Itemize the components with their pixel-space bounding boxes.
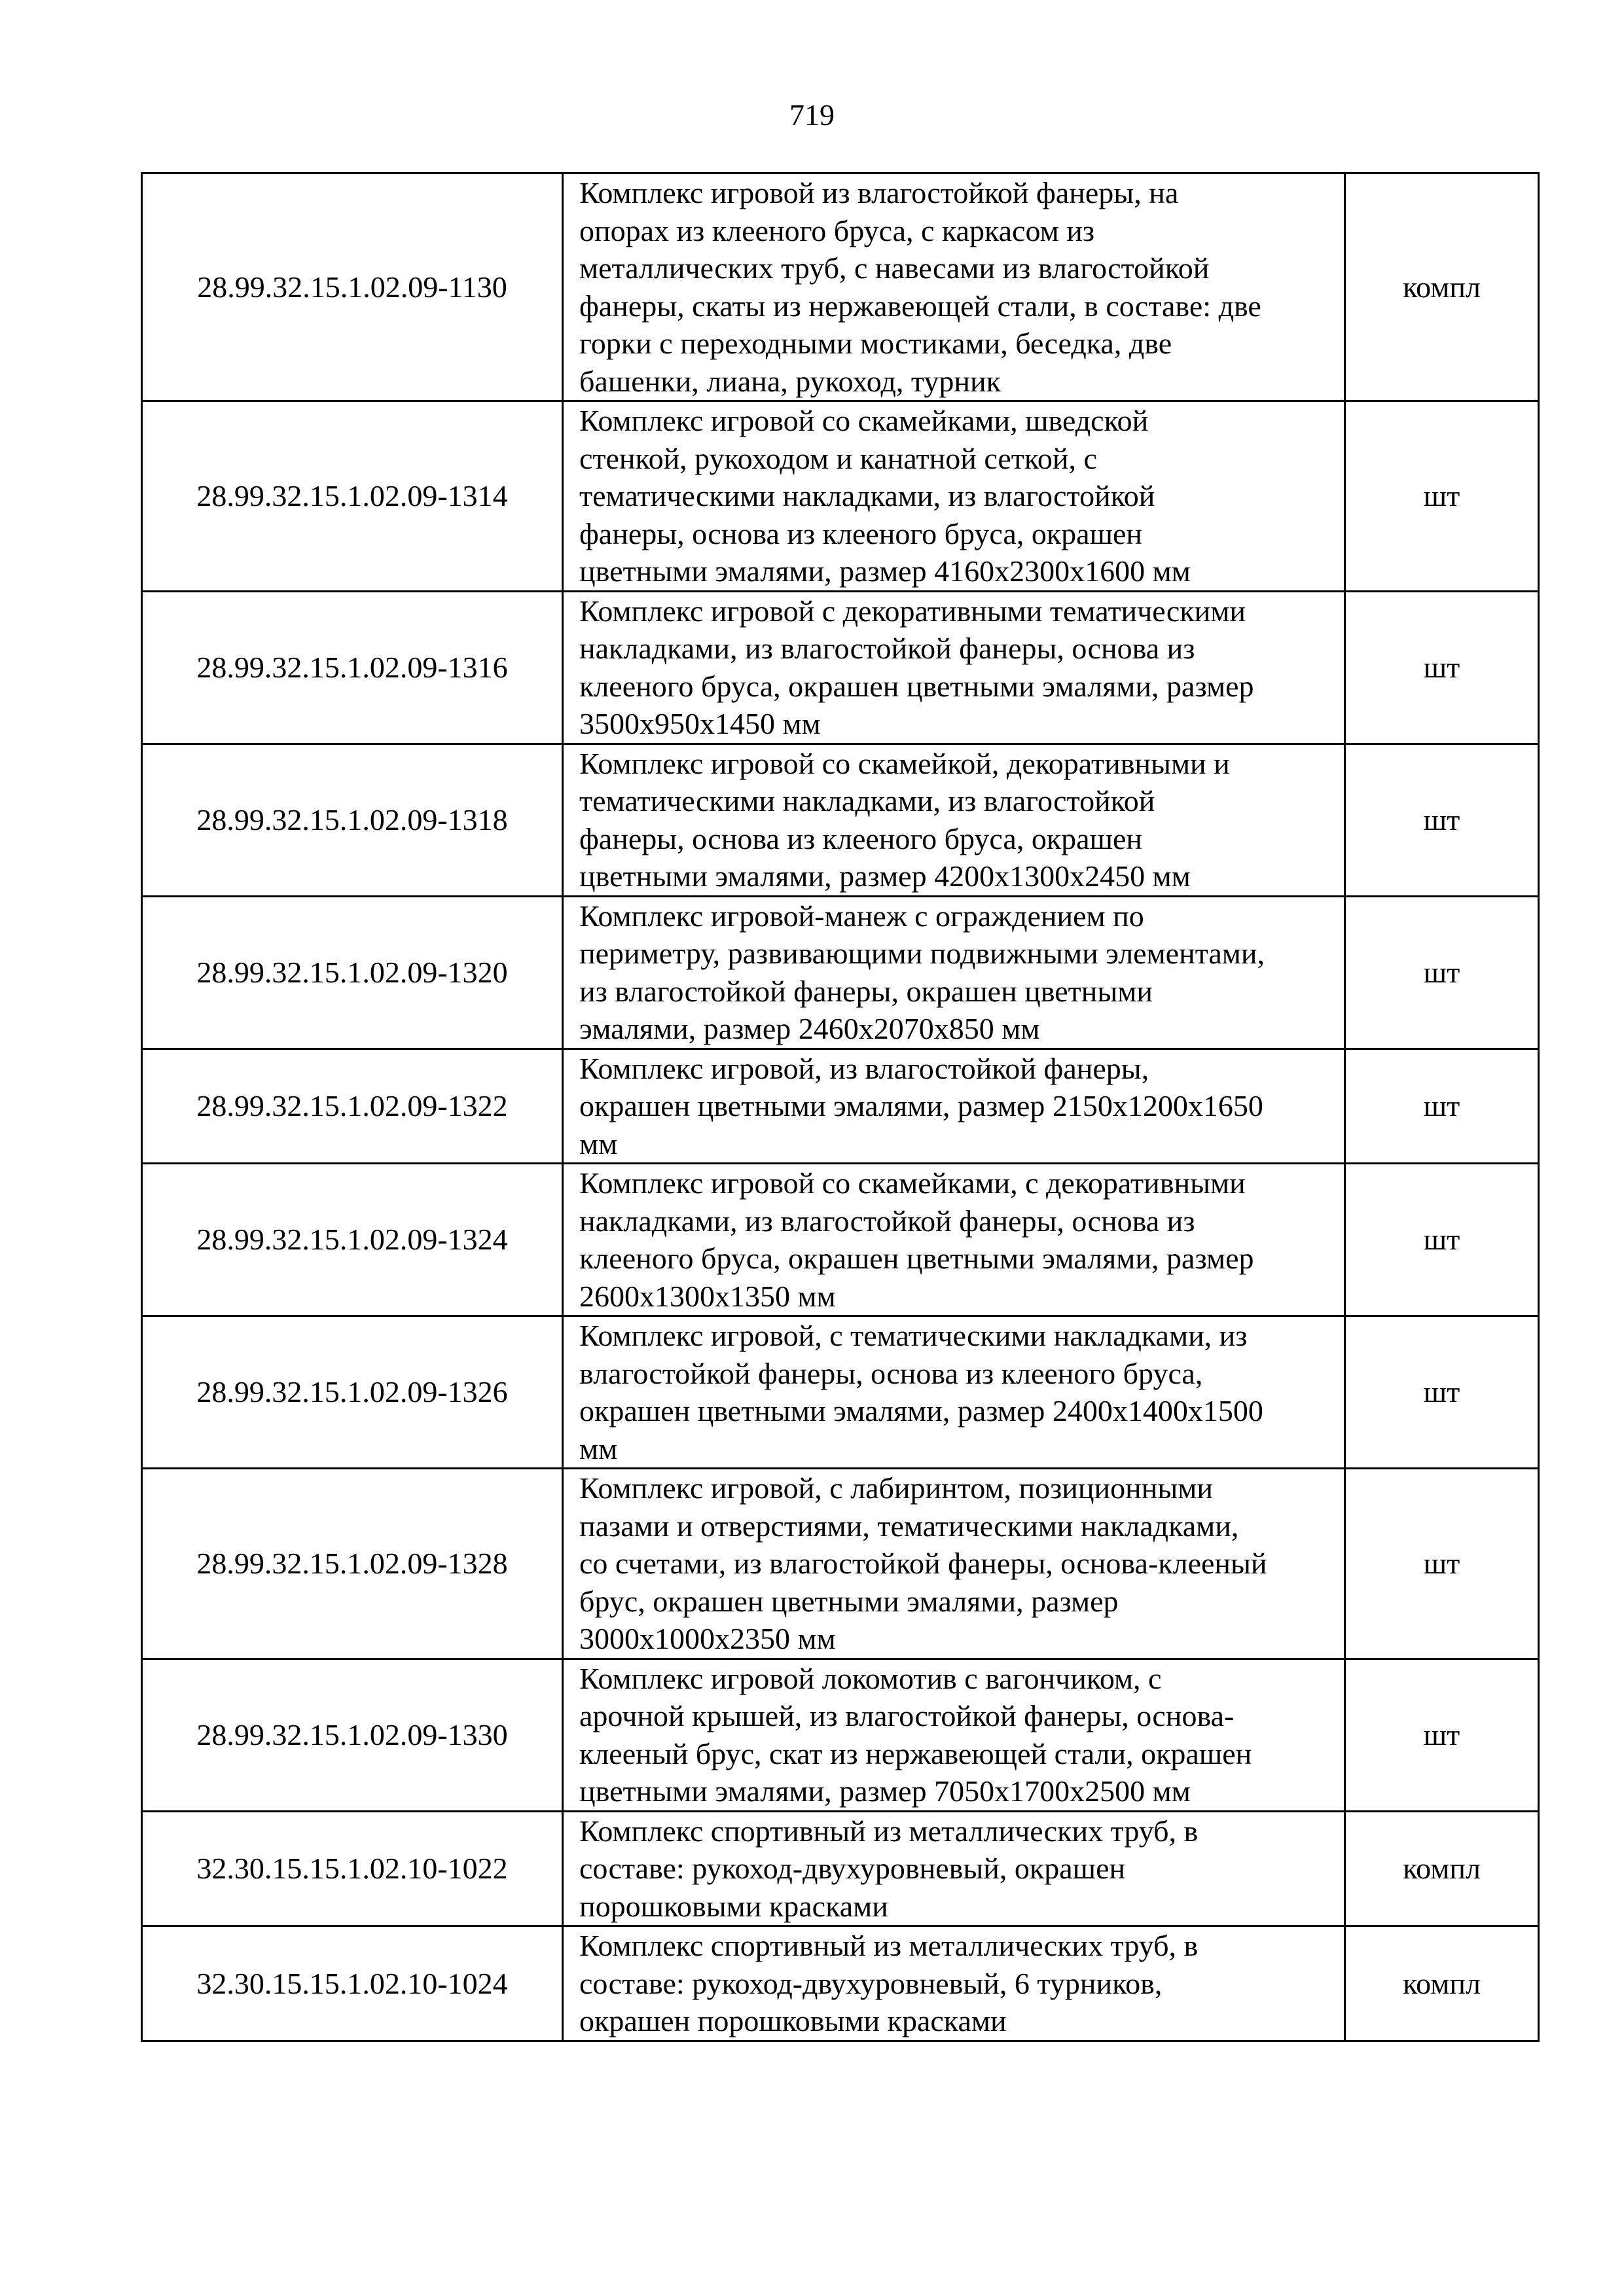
- description-line: Комплекс спортивный из металлических труб, в: [579, 1929, 1199, 1962]
- unit-of-measure: компл: [1345, 1811, 1539, 1926]
- description-line: пазами и отверстиями, тематическими накладками,: [579, 1509, 1239, 1543]
- description-line: цветными эмалями, размер 4160x2300x1600 мм: [579, 554, 1191, 588]
- description-line: со счетами, из влагостойкой фанеры, основа-клееный: [579, 1547, 1267, 1580]
- description-line: 3000x1000x2350 мм: [579, 1622, 836, 1655]
- resource-code: 32.30.15.15.1.02.10-1022: [142, 1811, 563, 1926]
- description-line: порошковыми красками: [579, 1889, 888, 1923]
- description-line: Комплекс игровой локомотив с вагончиком, с: [579, 1661, 1162, 1695]
- table-row: [142, 896, 1539, 1049]
- description-line: цветными эмалями, размер 7050x1700x2500 мм: [579, 1774, 1191, 1808]
- unit-of-measure: шт: [1345, 591, 1539, 744]
- resource-code: 28.99.32.15.1.02.09-1320: [142, 896, 563, 1049]
- description-line: клееный брус, скат из нержавеющей стали, окрашен: [579, 1736, 1252, 1770]
- description-line: клееного бруса, окрашен цветными эмалями, размер: [579, 669, 1254, 703]
- unit-of-measure: компл: [1345, 173, 1539, 401]
- table-row: [142, 1049, 1539, 1164]
- description-line: опорах из клееного бруса, с каркасом из: [579, 213, 1094, 247]
- unit-of-measure: шт: [1345, 1469, 1539, 1659]
- table-row: [142, 1659, 1539, 1811]
- unit-of-measure: шт: [1345, 401, 1539, 592]
- table-row: [142, 1164, 1539, 1316]
- resource-description: [563, 1164, 1345, 1316]
- description-line: металлических труб, с навесами из влагостойкой: [579, 251, 1210, 285]
- resource-table: [141, 172, 1540, 2042]
- resource-description: [563, 1469, 1345, 1659]
- description-line: периметру, развивающими подвижными элементами,: [579, 937, 1265, 970]
- description-line: клееного бруса, окрашен цветными эмалями, размер: [579, 1242, 1254, 1275]
- resource-description: [563, 896, 1345, 1049]
- description-line: Комплекс игровой, с лабиринтом, позиционными: [579, 1471, 1214, 1505]
- description-line: тематическими накладками, из влагостойкой: [579, 479, 1155, 512]
- resource-description: [563, 1316, 1345, 1469]
- description-line: Комплекс игровой-манеж с ограждением по: [579, 899, 1144, 933]
- description-line: составе: рукоход-двухуровневый, 6 турников,: [579, 1966, 1163, 2000]
- unit-of-measure: шт: [1345, 1164, 1539, 1316]
- description-line: Комплекс игровой из влагостойкой фанеры, на: [579, 176, 1179, 209]
- description-line: из влагостойкой фанеры, окрашен цветными: [579, 974, 1153, 1008]
- description-line: накладками, из влагостойкой фанеры, основа из: [579, 1204, 1195, 1238]
- table-row: [142, 401, 1539, 592]
- description-line: 2600x1300x1350 мм: [579, 1279, 836, 1313]
- resource-code: 28.99.32.15.1.02.09-1324: [142, 1164, 563, 1316]
- table-row: [142, 591, 1539, 744]
- resource-code: 32.30.15.15.1.02.10-1024: [142, 1926, 563, 2041]
- description-line: мм: [579, 1126, 618, 1160]
- table-body: [142, 173, 1539, 2041]
- resource-code: 28.99.32.15.1.02.09-1322: [142, 1049, 563, 1164]
- resource-code: 28.99.32.15.1.02.09-1316: [142, 591, 563, 744]
- description-line: Комплекс игровой со скамейками, шведской: [579, 404, 1149, 437]
- description-line: башенки, лиана, рукоход, турник: [579, 364, 1001, 398]
- description-line: Комплекс игровой, из влагостойкой фанеры,: [579, 1051, 1149, 1085]
- description-line: фанеры, основа из клееного бруса, окрашен: [579, 821, 1143, 855]
- unit-of-measure: шт: [1345, 896, 1539, 1049]
- table-row: [142, 1469, 1539, 1659]
- description-line: фанеры, основа из клееного бруса, окрашен: [579, 516, 1143, 550]
- description-line: окрашен цветными эмалями, размер 2400x1400x1500: [579, 1394, 1263, 1427]
- description-line: цветными эмалями, размер 4200x1300x2450 мм: [579, 859, 1191, 893]
- resource-code: 28.99.32.15.1.02.09-1318: [142, 744, 563, 896]
- description-line: фанеры, скаты из нержавеющей стали, в составе: две: [579, 289, 1261, 323]
- description-line: мм: [579, 1431, 618, 1465]
- resource-description: [563, 591, 1345, 744]
- resource-code: 28.99.32.15.1.02.09-1330: [142, 1659, 563, 1811]
- resource-description: [563, 1811, 1345, 1926]
- unit-of-measure: шт: [1345, 1316, 1539, 1469]
- description-line: эмалями, размер 2460x2070x850 мм: [579, 1012, 1040, 1045]
- description-line: 3500x950x1450 мм: [579, 707, 821, 740]
- resource-description: [563, 1049, 1345, 1164]
- resource-description: [563, 1659, 1345, 1811]
- description-line: тематическими накладками, из влагостойкой: [579, 784, 1155, 817]
- description-line: Комплекс спортивный из металлических труб, в: [579, 1814, 1199, 1848]
- resource-description: [563, 744, 1345, 896]
- table-row: [142, 1811, 1539, 1926]
- description-line: влагостойкой фанеры, основа из клееного бруса,: [579, 1356, 1203, 1390]
- description-line: Комплекс игровой, с тематическими накладками, из: [579, 1319, 1248, 1352]
- description-line: Комплекс игровой со скамейками, с декоративными: [579, 1166, 1246, 1200]
- unit-of-measure: компл: [1345, 1926, 1539, 2041]
- description-line: горки с переходными мостиками, беседка, две: [579, 327, 1172, 360]
- resource-code: 28.99.32.15.1.02.09-1328: [142, 1469, 563, 1659]
- description-line: Комплекс игровой с декоративными тематическими: [579, 594, 1246, 628]
- unit-of-measure: шт: [1345, 1049, 1539, 1164]
- table-row: [142, 1926, 1539, 2041]
- unit-of-measure: шт: [1345, 744, 1539, 896]
- description-line: накладками, из влагостойкой фанеры, основа из: [579, 632, 1195, 665]
- resource-description: [563, 173, 1345, 401]
- resource-description: [563, 1926, 1345, 2041]
- description-line: стенкой, рукоходом и канатной сеткой, с: [579, 441, 1097, 475]
- description-line: арочной крышей, из влагостойкой фанеры, основа-: [579, 1699, 1235, 1732]
- resource-code: 28.99.32.15.1.02.09-1130: [142, 173, 563, 401]
- description-line: брус, окрашен цветными эмалями, размер: [579, 1584, 1119, 1618]
- description-line: Комплекс игровой со скамейкой, декоративными и: [579, 746, 1230, 780]
- table-row: [142, 744, 1539, 896]
- resource-code: 28.99.32.15.1.02.09-1314: [142, 401, 563, 592]
- page-number: 719: [789, 98, 835, 132]
- table-row: [142, 1316, 1539, 1469]
- description-line: составе: рукоход-двухуровневый, окрашен: [579, 1852, 1126, 1885]
- unit-of-measure: шт: [1345, 1659, 1539, 1811]
- description-line: окрашен порошковыми красками: [579, 2004, 1007, 2037]
- description-line: окрашен цветными эмалями, размер 2150x1200x1650: [579, 1089, 1263, 1122]
- resource-code: 28.99.32.15.1.02.09-1326: [142, 1316, 563, 1469]
- resource-description: [563, 401, 1345, 592]
- table-row: [142, 173, 1539, 401]
